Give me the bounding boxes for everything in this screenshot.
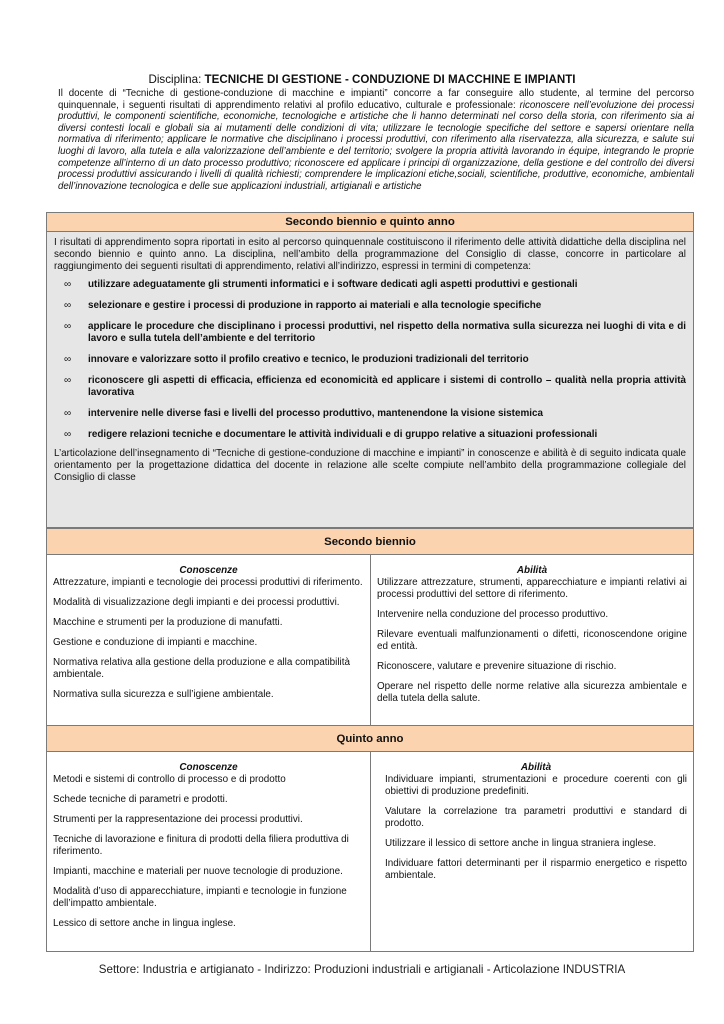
- competence-text: redigere relazioni tecniche e documentare le attività individuali e di gruppo relative a situazioni professionali: [88, 429, 598, 440]
- knowledge-item: Metodi e sistemi di controllo di processo e di prodotto: [53, 774, 286, 785]
- knowledge-column: [47, 555, 370, 725]
- knowledge-item: Strumenti per la rappresentazione dei processi produttivi.: [53, 814, 303, 825]
- competence-item: [54, 300, 686, 312]
- knowledge-item: Gestione e conduzione di impianti e macchine.: [53, 637, 258, 648]
- competence-item: [54, 354, 686, 366]
- discipline-name: TECNICHE DI GESTIONE - CONDUZIONE DI MACCHINE E IMPIANTI: [204, 73, 576, 86]
- infinity-bullet-icon: ∞: [64, 408, 72, 419]
- infinity-bullet-icon: ∞: [64, 321, 72, 332]
- discipline-title: [0, 73, 724, 87]
- knowledge-heading: Conoscenze: [179, 565, 238, 576]
- skill-item: Intervenire nella conduzione del processo produttivo.: [377, 609, 609, 620]
- section-header: Secondo biennio: [47, 529, 693, 555]
- knowledge-item: Modalità d’uso di apparecchiature, impianti e tecnologie in funzione dell’impatto ambientale.: [53, 886, 347, 909]
- skill-item: Operare nel rispetto delle norme relative alla sicurezza ambientale e della tutela della salute.: [377, 681, 687, 704]
- knowledge-item: Attrezzature, impianti e tecnologie dei processi produttivi di riferimento.: [53, 577, 363, 588]
- competence-text: innovare e valorizzare sotto il profilo creativo e tecnico, le produzioni tradizionali del territorio: [88, 354, 529, 365]
- infinity-bullet-icon: ∞: [64, 300, 72, 311]
- skill-item: Valutare la correlazione tra parametri produttivi e standard di prodotto.: [385, 806, 687, 829]
- knowledge-item: Normativa relativa alla gestione della produzione e alla compatibilità ambientale.: [53, 657, 350, 680]
- infinity-bullet-icon: ∞: [64, 354, 72, 365]
- knowledge-item: Lessico di settore anche in lingua inglese.: [53, 918, 236, 929]
- competence-item: [54, 408, 686, 420]
- knowledge-item: Impianti, macchine e materiali per nuove tecnologie di produzione.: [53, 866, 343, 877]
- skill-item: Rilevare eventuali malfunzionamenti o difetti, riconoscendone origine ed entità.: [377, 629, 687, 652]
- knowledge-item: Tecniche di lavorazione e finitura di prodotti della filiera produttiva di riferimento.: [53, 834, 349, 857]
- competence-text: selezionare e gestire i processi di produzione in rapporto ai materiali e alla tecnologie specifiche: [88, 300, 542, 311]
- competence-text: applicare le procedure che disciplinano i processi produttivi, nel rispetto della normativa sulla sicurezza nei luoghi di vita e di lavoro e sulla tutela dell’ambiente e del territorio: [88, 321, 686, 344]
- quinto-anno-section: [46, 725, 694, 952]
- infinity-bullet-icon: ∞: [64, 375, 72, 386]
- skills-heading: Abilità: [516, 565, 548, 576]
- competence-text: utilizzare adeguatamente gli strumenti informatici e i software dedicati agli aspetti produttivi e gestionali: [88, 279, 578, 290]
- skill-item: Riconoscere, valutare e prevenire situazione di rischio.: [377, 661, 617, 672]
- knowledge-item: Modalità di visualizzazione degli impianti e dei processi produttivi.: [53, 597, 340, 608]
- competence-item: [54, 321, 686, 345]
- knowledge-item: Schede tecniche di parametri e prodotti.: [53, 794, 228, 805]
- skill-item: Utilizzare attrezzature, strumenti, apparecchiature e impianti relativi ai processi produttivi del settore di riferimento.: [377, 577, 687, 600]
- competence-list: [54, 279, 686, 441]
- skills-column: [370, 752, 693, 951]
- infinity-bullet-icon: ∞: [64, 429, 72, 440]
- skill-item: Utilizzare il lessico di settore anche in lingua straniera inglese.: [385, 838, 657, 849]
- competence-text: intervenire nelle diverse fasi e livelli del processo produttivo, mantenendone la visione sistemica: [88, 408, 543, 419]
- skills-heading: Abilità: [520, 762, 552, 773]
- intro-plain-text: Il docente di “Tecniche di gestione-conduzione di macchine e impianti” concorre a far conseguire allo studente, al termine del percorso quinquennale, i seguenti risultati di apprendimento relativi al profilo educativo, culturale e professionale:: [58, 88, 694, 111]
- skill-item: Individuare impianti, strumentazioni e procedure coerenti con gli obiettivi di produzione predefiniti.: [385, 774, 687, 797]
- secondo-biennio-section: [46, 528, 694, 726]
- competences-lead: I risultati di apprendimento sopra riportati in esito al percorso quinquennale costituiscono il riferimento delle attività didattiche della disciplina nel secondo biennio e quinto anno. La disciplina, nell’ambito della programmazione del Consiglio di classe, concorre in particolare al raggiungimento dei seguenti risultati di apprendimento, relativi all’indirizzo, espressi in termini di competenza:: [54, 237, 686, 272]
- skills-column: [370, 555, 693, 725]
- infinity-bullet-icon: ∞: [64, 279, 72, 290]
- competence-text: riconoscere gli aspetti di efficacia, efficienza ed economicità ed applicare i sistemi di controllo – qualità nella propria attività lavorativa: [88, 375, 686, 398]
- section-header: Secondo biennio e quinto anno: [47, 213, 693, 232]
- competence-item: [54, 279, 686, 291]
- two-column-table: [47, 555, 693, 725]
- section-header: Quinto anno: [47, 726, 693, 752]
- competences-section: [46, 212, 694, 528]
- two-column-table: [47, 752, 693, 951]
- competences-closing: L’articolazione dell’insegnamento di “Tecniche di gestione-conduzione di macchine e impianti” in conoscenze e abilità è di seguito indicata quale orientamento per la progettazione didattica del docente in relazione alle scelte compiute nell’ambito della programmazione collegiale del Consiglio di classe: [54, 448, 686, 483]
- knowledge-heading: Conoscenze: [179, 762, 238, 773]
- knowledge-item: Normativa sulla sicurezza e sull’igiene ambientale.: [53, 689, 274, 700]
- page-footer: Settore: Industria e artigianato - Indirizzo: Produzioni industriali e artigianali - Articolazione INDUSTRIA: [98, 963, 626, 976]
- competence-item: [54, 375, 686, 399]
- skill-item: Individuare fattori determinanti per il risparmio energetico e rispetto ambientale.: [385, 858, 687, 881]
- competences-body: [47, 232, 693, 527]
- intro-italic-text: riconoscere nell’evoluzione dei processi produttivi, le componenti scientifiche, economiche, tecnologiche e artistiche che li hanno determinati nel corso della storia, con riferimento sia ai diversi contesti locali e globali sia ai mutamenti delle condizioni di vita; utilizzare le tecnologie specifiche del settore e sapersi orientare nella normativa di riferimento; applicare le normative che disciplinano i processi produttivi, con riferimento alla riservatezza, alla sicurezza, e salute sui luoghi di lavoro, alla tutela e alla valorizzazione dell’ambiente e del territorio; svolgere la propria attività lavorando in équipe, integrando le proprie competenze all’interno di un dato processo produttivo; riconoscere ed applicare i principi di organizzazione, della gestione e del controllo dei diversi processi produttivi assicurando i livelli di qualità richiesti; comprendere le implicazioni etiche,sociali, scientifiche, produttive, economiche, ambientali dell’innovazione tecnologica e delle sue applicazioni industriali, artigianali e artistiche: [58, 99, 694, 192]
- competence-item: [54, 429, 686, 441]
- knowledge-column: [47, 752, 370, 951]
- discipline-prefix: Disciplina:: [148, 73, 205, 86]
- intro-paragraph: [58, 88, 694, 192]
- knowledge-item: Macchine e strumenti per la produzione di manufatti.: [53, 617, 283, 628]
